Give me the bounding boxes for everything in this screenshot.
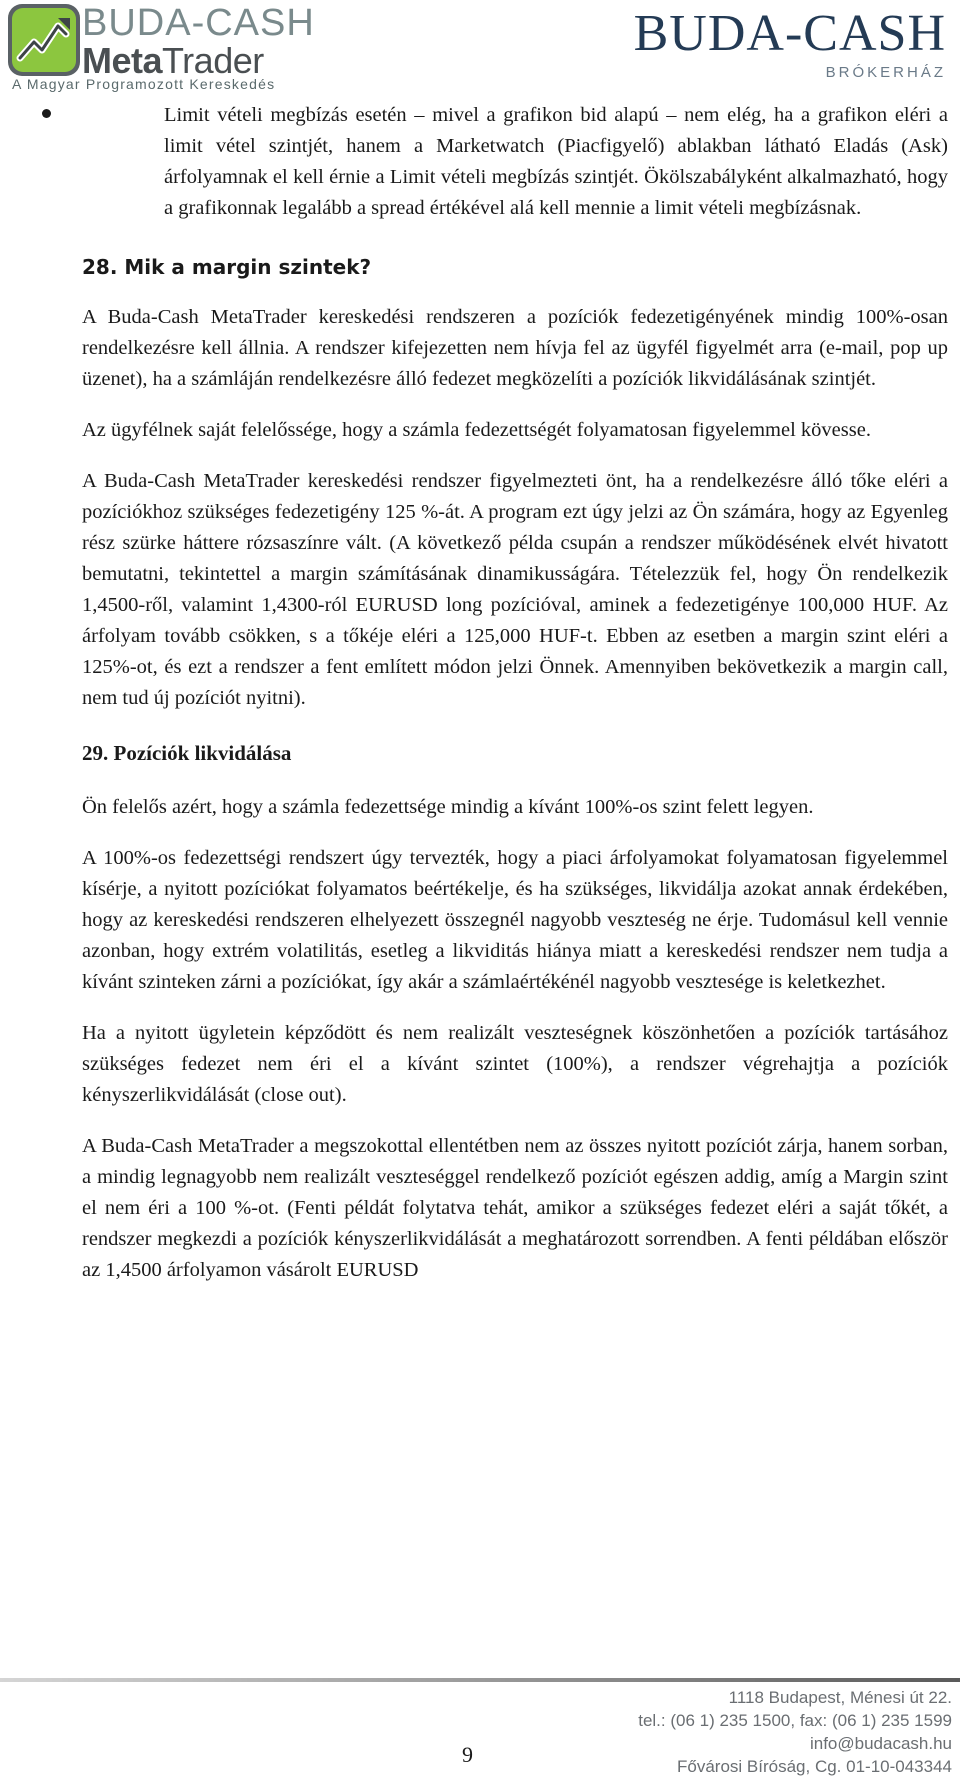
chart-logo-icon: [8, 4, 80, 76]
section-28-heading: 28. Mik a margin szintek?: [82, 255, 372, 279]
logo-meta: Meta: [82, 40, 163, 81]
section-29-paragraph-1: Ön felelős azért, hogy a számla fedezettsége mindig a kívánt 100%-os szint felett legyen.: [82, 796, 814, 818]
section-28-paragraph-2: Az ügyfélnek saját felelőssége, hogy a számla fedezettségét folyamatosan figyelemmel kövesse.: [82, 419, 871, 441]
bullet-item: [0, 100, 948, 224]
footer-contact-block: [638, 1686, 952, 1778]
section-29-paragraph-4: A Buda-Cash MetaTrader a megszokottal ellentétben nem az összes nyitott pozíciót zárja, hanem sorban, a mindig legnagyobb nem realizált veszteséggel rendelkező pozíciót egészen addig, amíg a Margin szint el nem éri a 100 %-ot. (Fenti példát folytatva tehát, amikor a szükséges fedezet eléri a saját tőkét, a rendszer megkezdi a pozíciók kényszerlikvidálását a meghatározott sorrendben. A fenti példában először az 1,4500 árfolyamon vásárolt EURUSD: [82, 1135, 948, 1281]
section-29-heading: 29. Pozíciók likvidálása: [82, 741, 292, 765]
logo-tagline: A Magyar Programozott Kereskedés: [12, 76, 276, 92]
footer-email: info@budacash.hu: [809, 1734, 952, 1753]
section-28-paragraph-1: A Buda-Cash MetaTrader kereskedési rendszeren a pozíciók fedezetigényének mindig 100%-osan rendelkezésre kell állnia. A rendszer kifejezetten nem hívja fel az ügyfél figyelmét arra (e-mail, pop up üzenet), ha a számláján rendelkezésre álló fedezet megközelíti a pozíciók likvidálásának szintjét.: [82, 306, 948, 390]
page-number: 9: [462, 1742, 473, 1767]
page-footer: [0, 1672, 960, 1784]
buda-cash-metatrader-logo: [8, 2, 338, 92]
brand-right-title: BUDA-CASH: [633, 5, 946, 62]
logo-trader: Trader: [162, 40, 264, 81]
document-body: [82, 100, 948, 1286]
footer-court-registration: Fővárosi Bíróság, Cg. 01-10-043344: [677, 1757, 952, 1776]
footer-address: 1118 Budapest, Ménesi út 22.: [728, 1688, 952, 1707]
bullet-text: Limit vételi megbízás esetén – mivel a grafikon bid alapú – nem elég, ha a grafikon eléri a limit vétel szintjét, hanem a Marketwatch (Piacfigyelő) ablakban látható Eladás (Ask) árfolyamnak el kell érnie a Limit vételi megbízás szintjét. Ökölszabályként alkalmazható, hogy a grafikonnak legalább a spread értékével alá kell mennie a limit vételi megbízásnak.: [164, 104, 948, 219]
section-29-paragraph-3: Ha a nyitott ügyletein képződött és nem realizált veszteségnek köszönhetően a pozíciók tartásához szükséges fedezet nem éri el a kívánt szintet (100%), a rendszer végrehajtja a pozíciók kényszerlikvidálását (close out).: [82, 1022, 948, 1106]
bullet-dot-icon: [42, 109, 51, 118]
logo-title: BUDA-CASH: [82, 2, 315, 44]
footer-phone: tel.: (06 1) 235 1500, fax: (06 1) 235 1599: [638, 1711, 952, 1730]
buda-cash-brokerhaz-logo: [626, 6, 946, 90]
section-29-paragraph-2: A 100%-os fedezettségi rendszert úgy tervezték, hogy a piaci árfolyamokat folyamatosan figyelemmel kísérje, a nyitott pozíciókat folyamatos beértékelje, és ha szükséges, likvidálja azokat annak érdekében, hogy az kereskedési rendszeren elhelyezett összegnél nagyobb veszteség ne érje. Tudomásul kell vennie azonban, hogy extrém volatilitás, esetleg a likviditás hiánya miatt a kereskedési rendszer nem tudja a kívánt szinteken zárni a pozíciókat, így akár a számlaértékénél nagyobb vesztesége is keletkezhet.: [82, 847, 948, 993]
section-28-paragraph-3: A Buda-Cash MetaTrader kereskedési rendszer figyelmezteti önt, ha a rendelkezésre álló tőke eléri a pozíciókhoz szükséges fedezetigény 125 %-át. A program ezt úgy jelzi az Ön számára, hogy az Egyenleg rész szürke háttere rózsaszínre vált. (A következő példa csupán a rendszer működésének elvét hivatott bemutatni, tekintettel a margin számításának dinamikusságára. Tételezzük fel, hogy Ön rendelkezik 1,4500-ről, valamint 1,4300-ról EURUSD long pozícióval, aminek a fedezetigénye 100,000 HUF. Az árfolyam tovább csökken, s a tőkéje eléri a 125,000 HUF-t. Ebben az esetben a margin szint eléri a 125%-ot, és ezt a rendszer a fent említett módon jelzi Önnek. Amennyiben bekövetkezik a margin call, nem tud új pozíciót nyitni).: [82, 470, 948, 709]
brand-right-subtitle: BRÓKERHÁZ: [825, 64, 946, 81]
page-header: [0, 0, 960, 92]
footer-divider: [0, 1678, 960, 1682]
